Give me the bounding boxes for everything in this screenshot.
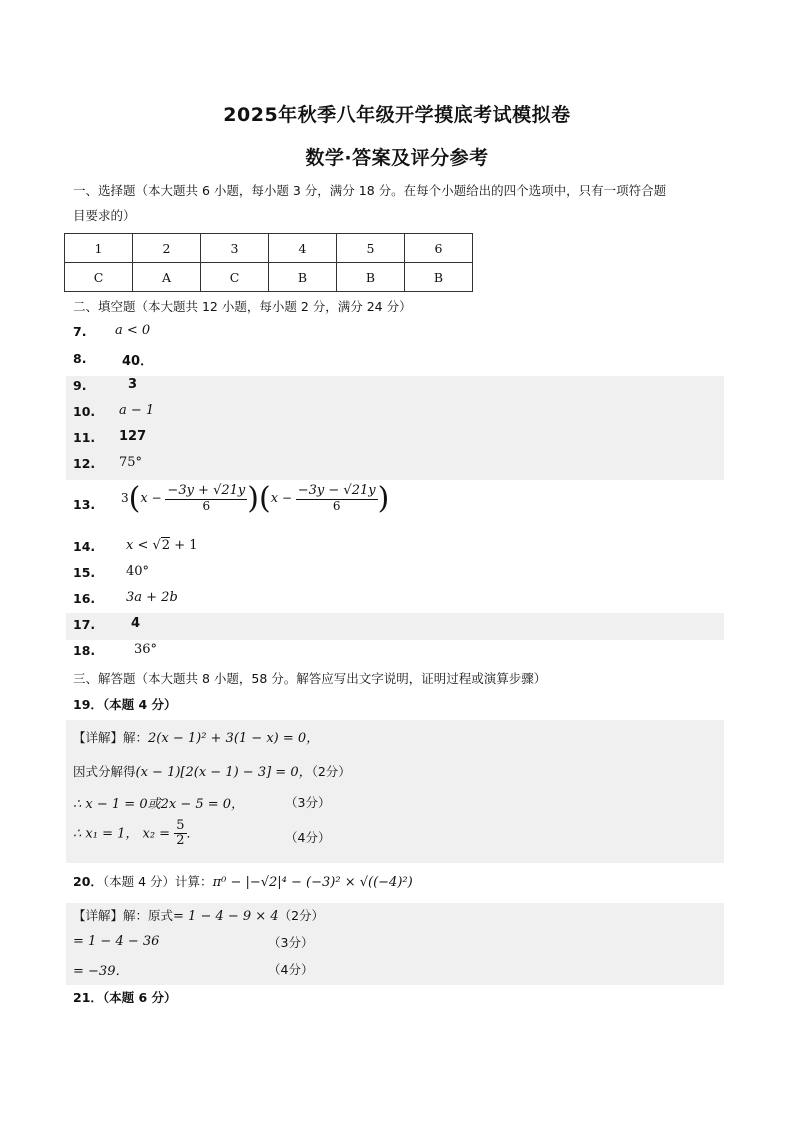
question-number: 14. [73,539,96,554]
table-cell: 4 [269,234,337,263]
question-number: 13. [73,497,96,512]
answer-q10: a − 1 [119,403,155,418]
answer-q17: 4 [131,616,141,631]
q20-line1: 【详解】解：原式= 1 − 4 − 9 × 4（2分） [73,908,325,924]
q19-line4: ∴ x₁ = 1， x₂ = $\frac{5}{2}$ ． [73,818,200,849]
q13-fraction-1: $\frac{-3y + √21y}{6}$ [167,483,246,513]
table-cell: C [201,263,269,292]
section2-heading: 二、填空题（本大题共 12 小题，每小题 2 分，满分 24 分） [73,299,412,314]
q13-coef: 3 [121,491,129,505]
q20-line2-mark: （3分） [268,935,314,950]
question-number: 17. [73,617,96,632]
q13-x: x [140,491,148,506]
table-cell: B [405,263,473,292]
table-cell: 5 [337,234,405,263]
section1-heading: 一、选择题（本大题共 6 小题，每小题 3 分，满分 18 分。在每个小题给出的四个选项中，只有一项符合题 [73,183,667,198]
question-number: 10. [73,404,96,419]
q19-line1: 【详解】解：2(x − 1)² + 3(1 − x) = 0， [73,730,320,746]
q19-line2: 因式分解得(x − 1)[2(x − 1) − 3] = 0，（2分） [73,764,351,780]
table-row [65,263,473,292]
highlight-band [66,613,724,640]
q20-line3: = −39． [73,964,129,979]
table-row [65,234,473,263]
table-cell: 2 [133,234,201,263]
answer-q11: 127 [119,429,147,444]
answer-q9: 3 [128,377,138,392]
table-cell: B [337,263,405,292]
answer-q7: a < 0 [115,323,151,338]
highlight-band [66,376,724,480]
q19-line4-mark: （4分） [285,830,331,845]
q13-minus: − [151,491,162,505]
table-cell: B [269,263,337,292]
answer-q13: 3(x − $\frac{-3y + √21y}{6}$ )(x − $\frac{-3y - √21y}{6}$ ) [121,481,390,516]
question-number: 18. [73,643,96,658]
q19-line3-mark: （3分） [285,795,331,810]
answer-q8: 40． [122,354,154,369]
q20-header: 20．（本题 4 分）计算：π⁰ − |−√2|⁴ − (−3)² × √((−4)²) [73,874,413,890]
question-number: 16. [73,591,96,606]
table-cell: A [133,263,201,292]
question-number: 11. [73,430,96,445]
q20-line3-mark: （4分） [268,962,314,977]
table-cell: 3 [201,234,269,263]
page-subtitle: 数学·答案及评分参考 [305,147,489,169]
answer-q12: 75° [119,455,143,470]
question-number: 15. [73,565,96,580]
q20-line2: = 1 − 4 − 36 [73,934,160,949]
q19-fraction: $\frac{5}{2}$ [176,818,185,849]
q19-line3: ∴ x − 1 = 0或2x − 5 = 0， [73,797,245,812]
question-number: 8. [73,351,87,366]
answer-q14: x < √2 + 1 [126,538,198,553]
question-number: 12. [73,456,96,471]
table-cell: 1 [65,234,133,263]
choice-answer-table [64,233,473,292]
q13-fraction-2: $\frac{-3y - √21y}{6}$ [297,483,376,513]
answer-q18: 36° [134,642,158,657]
question-number: 7. [73,324,87,339]
page-title: 2025年秋季八年级开学摸底考试模拟卷 [223,104,571,126]
q19-header: 19．（本题 4 分） [73,697,177,712]
section1-heading-cont: 目要求的） [73,208,136,223]
table-cell: 6 [405,234,473,263]
q21-header: 21．（本题 6 分） [73,990,177,1005]
question-number: 9. [73,378,87,393]
answer-q15: 40° [126,564,150,579]
table-cell: C [65,263,133,292]
answer-q16: 3a + 2b [126,590,178,605]
section3-heading: 三、解答题（本大题共 8 小题，58 分。解答应写出文字说明，证明过程或演算步骤） [73,671,547,686]
